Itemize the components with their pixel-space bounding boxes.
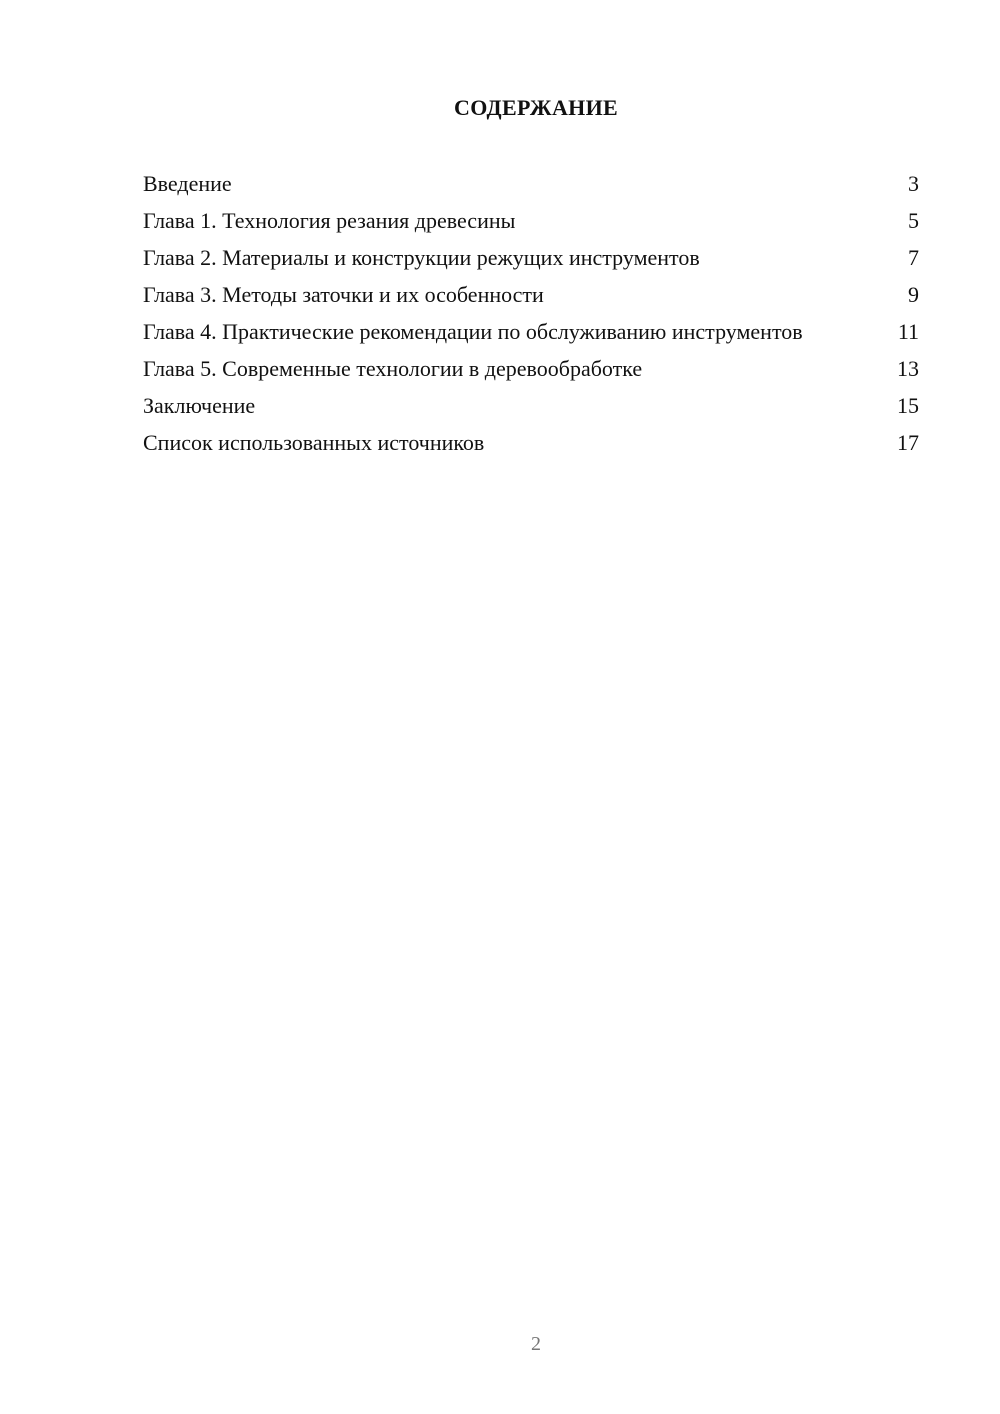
toc-entry-references [143, 429, 919, 456]
toc-entry-text: Глава 3. Методы заточки и их особенности [143, 282, 544, 307]
toc-entry-page: 5 [908, 208, 919, 233]
page-number: 2 [531, 1333, 541, 1355]
toc-entry-chapter-3 [143, 281, 919, 308]
toc-entry-conclusion [143, 392, 919, 419]
toc-entry-chapter-5 [143, 355, 919, 382]
toc-entry-chapter-4 [143, 318, 919, 345]
page-title: СОДЕРЖАНИЕ [454, 95, 618, 120]
toc-entry-page: 17 [897, 430, 919, 455]
toc-entry-chapter-2 [143, 244, 919, 271]
toc-entry-text: Глава 4. Практические рекомендации по обслуживанию инструментов [143, 319, 803, 344]
toc-entry-text: Глава 2. Материалы и конструкции режущих инструментов [143, 245, 700, 270]
toc-entry-text: Список использованных источников [143, 430, 485, 455]
toc-entry-text: Заключение [143, 393, 256, 418]
table-of-contents [143, 170, 919, 466]
toc-entry-text: Глава 5. Современные технологии в деревообработке [143, 356, 643, 381]
toc-entry-introduction [143, 170, 919, 197]
toc-entry-chapter-1 [143, 207, 919, 234]
toc-entry-page: 13 [897, 356, 919, 381]
toc-entry-page: 9 [908, 282, 919, 307]
toc-entry-page: 7 [908, 245, 919, 270]
toc-entry-page: 11 [897, 319, 919, 344]
toc-entry-page: 15 [897, 393, 919, 418]
toc-entry-text: Глава 1. Технология резания древесины [143, 208, 516, 233]
toc-entry-text: Введение [143, 171, 232, 196]
toc-entry-page: 3 [908, 171, 919, 196]
